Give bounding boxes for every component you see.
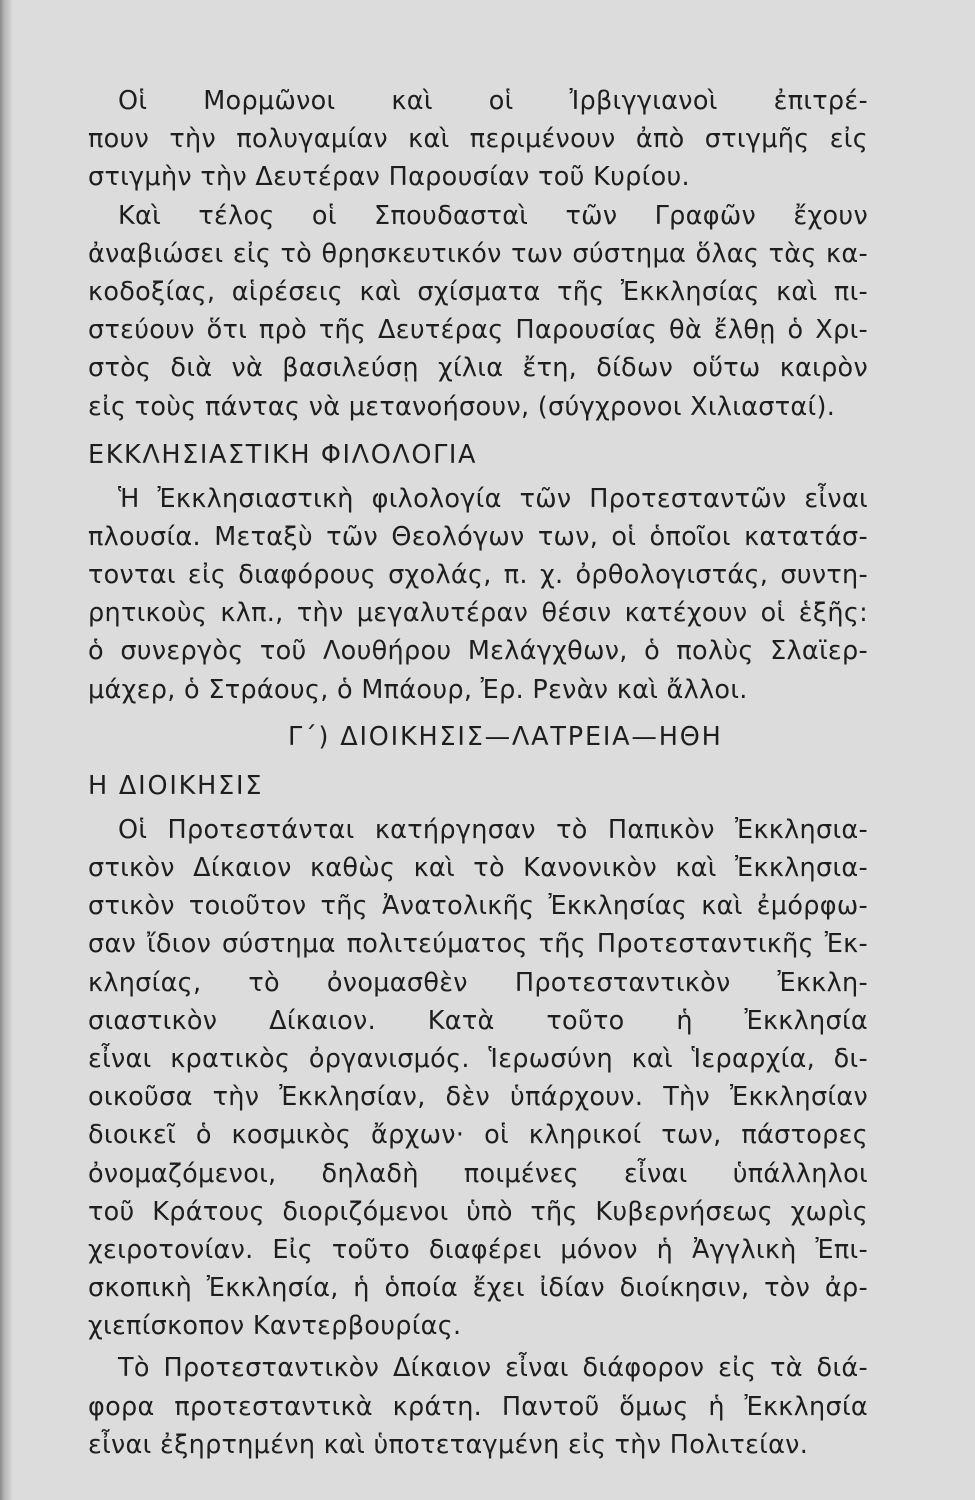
paragraph-administration	[88, 811, 868, 1346]
text-line: Οἱ Προτεστάνται κατήργησαν τὸ Παπικὸν Ἐκκλησια-	[118, 814, 868, 845]
text-line: κοδοξίας, αἱρέσεις καὶ σχίσματα τῆς Ἐκκλησίας καὶ πι-	[88, 276, 868, 307]
text-line: εἶναι κρατικὸς ὀργανισμός. Ἱερωσύνη καὶ Ἱεραρχία, δι-	[88, 1043, 868, 1074]
text-line: εἶναι ἐξηρτημένη καὶ ὑποτεταγμένη εἰς τὴν Πολιτείαν.	[88, 1429, 809, 1460]
text-line: στὸς διὰ νὰ βασιλεύσῃ χίλια ἔτη, δίδων οὕτω καιρὸν	[88, 353, 868, 384]
text-line: Ἡ Ἐκκλησιαστικὴ φιλολογία τῶν Προτεσταντῶν εἶναι	[118, 483, 868, 514]
paragraph-scholars	[88, 197, 868, 426]
text-line: χειροτονίαν. Εἰς τοῦτο διαφέρει μόνον ἡ Ἀγγλικὴ Ἐπι-	[88, 1234, 868, 1265]
section-title-administration-worship-customs: Γ΄) ΔΙΟΙΚΗΣΙΣ—ΛΑΤΡΕΙΑ—ΗΘΗ	[288, 721, 723, 752]
text-line: σαν ἴδιον σύστημα πολιτεύματος τῆς Προτεσταντικῆς Ἐκ-	[88, 929, 868, 960]
paragraph-philology	[88, 480, 868, 709]
text-line: πλουσία. Μεταξὺ τῶν Θεολόγων των, οἱ ὁποῖοι κατατάσ-	[88, 521, 868, 552]
paragraph-protestant-law	[88, 1349, 868, 1464]
text-line: οικοῦσα τὴν Ἐκκλησίαν, δὲν ὑπάρχουν. Τὴν Ἐκκλησίαν	[88, 1082, 868, 1113]
text-line: τονται εἰς διαφόρους σχολάς, π. χ. ὀρθολογιστάς, συντη-	[88, 560, 868, 591]
text-line: ἀναβιώσει εἰς τὸ θρησκευτικόν των σύστημα ὅλας τὰς κα-	[88, 238, 868, 269]
text-line: στιγμὴν τὴν Δευτέραν Παρουσίαν τοῦ Κυρίου.	[88, 162, 690, 193]
book-page-text	[88, 82, 868, 1464]
text-line: πουν τὴν πολυγαμίαν καὶ περιμένουν ἀπὸ στιγμῆς εἰς	[88, 124, 868, 155]
text-line: σιαστικὸν Δίκαιον. Κατὰ τοῦτο ἡ Ἐκκλησία	[88, 1005, 868, 1036]
text-line: Οἱ Μορμῶνοι καὶ οἱ Ἰρβιγγιανοὶ ἐπιτρέ-	[118, 86, 868, 116]
text-line: χιεπίσκοπον Καντερβουρίας.	[88, 1311, 462, 1342]
text-line: στεύουν ὅτι πρὸ τῆς Δευτέρας Παρουσίας θὰ ἔλθῃ ὁ Χρι-	[88, 315, 868, 346]
heading-administration: Η ΔΙΟΙΚΗΣΙΣ	[88, 770, 264, 801]
text-line: Τὸ Προτεσταντικὸν Δίκαιον εἶναι διάφορον εἰς τὰ διά-	[118, 1353, 868, 1384]
text-line: ὀνομαζόμενοι, δηλαδὴ ποιμένες εἶναι ὑπάλληλοι	[88, 1158, 868, 1189]
scan-edge-shadow	[0, 0, 12, 1500]
text-line: μάχερ, ὁ Στράους, ὁ Μπάουρ, Ἐρ. Ρενὰν καὶ ἄλλοι.	[88, 674, 748, 705]
text-line: εἰς τοὺς πάντας νὰ μετανοήσουν, (σύγχρονοι Χιλιασταί).	[88, 391, 836, 422]
paragraph-mormons	[88, 82, 868, 197]
text-line: διοικεῖ ὁ κοσμικὸς ἄρχων· οἱ κληρικοί των, πάστορες	[88, 1120, 868, 1151]
text-line: τοῦ Κράτους διοριζόμενοι ὑπὸ τῆς Κυβερνήσεως χωρὶς	[88, 1196, 868, 1227]
text-line: σκοπικὴ Ἐκκλησία, ἡ ὁποία ἔχει ἰδίαν διοίκησιν, τὸν ἀρ-	[88, 1273, 868, 1304]
text-line: κλησίας, τὸ ὀνομασθὲν Προτεσταντικὸν Ἐκκλη-	[88, 967, 868, 998]
text-line: ὁ συνεργὸς τοῦ Λουθήρου Μελάγχθων, ὁ πολὺς Σλαϊερ-	[88, 636, 868, 667]
heading-ecclesiastical-philology: ΕΚΚΛΗΣΙΑΣΤΙΚΗ ΦΙΛΟΛΟΓΙΑ	[88, 439, 478, 470]
text-line: ρητικοὺς κλπ., τὴν μεγαλυτέραν θέσιν κατέχουν οἱ ἑξῆς:	[88, 598, 868, 629]
text-line: στικὸν τοιοῦτον τῆς Ἀνατολικῆς Ἐκκλησίας καὶ ἐμόρφω-	[88, 891, 868, 922]
text-line: Καὶ τέλος οἱ Σπουδασταὶ τῶν Γραφῶν ἔχουν	[118, 200, 868, 231]
text-line: φορα προτεσταντικὰ κράτη. Παντοῦ ὅμως ἡ Ἐκκλησία	[88, 1391, 868, 1422]
text-line: στικὸν Δίκαιον καθὼς καὶ τὸ Κανονικὸν καὶ Ἐκκλησια-	[88, 853, 868, 883]
